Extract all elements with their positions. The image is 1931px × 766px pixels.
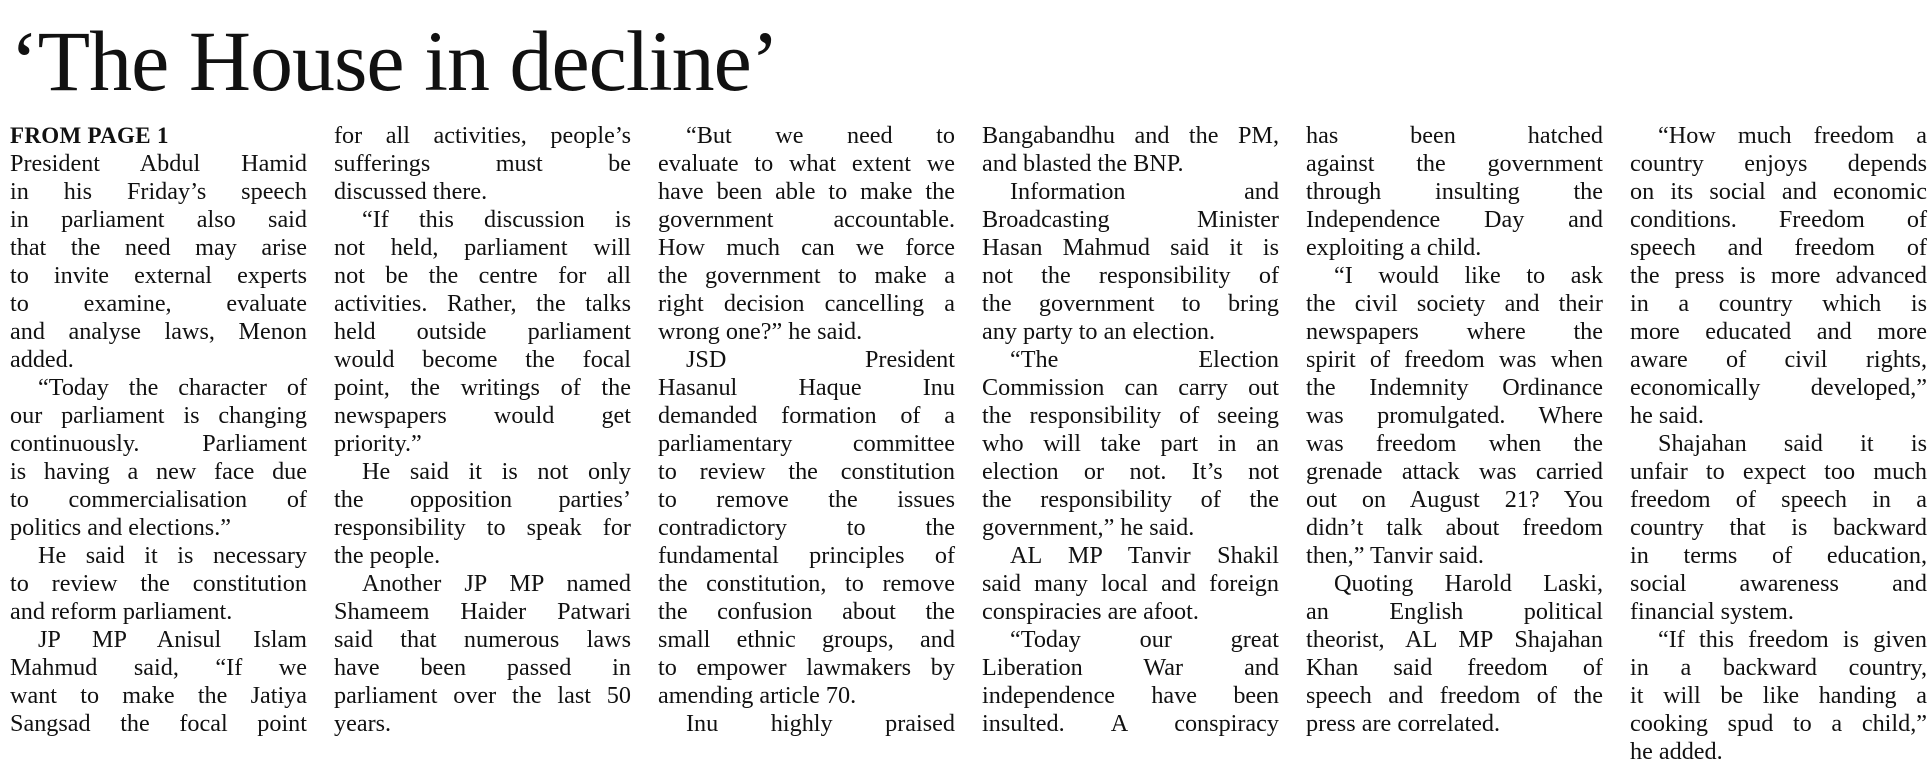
text-line: conspiracies are afoot. [982, 598, 1199, 625]
text-line: Commission can carry out [982, 374, 1279, 401]
text-line: conditions. Freedom of [1630, 206, 1927, 233]
text-line: said many local and foreign [982, 570, 1279, 597]
text-line: any party to an election. [982, 318, 1216, 345]
text-line: Shameem Haider Patwari [334, 598, 631, 625]
text-line: grenade attack was carried [1306, 458, 1603, 485]
text-line: to invite external experts [10, 262, 307, 289]
text-line: was freedom when the [1306, 430, 1603, 457]
text-line: aware of civil rights, [1630, 346, 1927, 373]
text-line: not held, parliament will [334, 234, 631, 261]
text-line: “If this freedom is given [1658, 626, 1927, 653]
text-line: speech and freedom of the [1306, 682, 1603, 709]
text-line: Sangsad the focal point [10, 710, 307, 737]
article-column-2 [334, 122, 631, 738]
text-line: “But we need to [686, 122, 955, 149]
text-line: unfair to expect too much [1630, 458, 1927, 485]
text-line: politics and elections.” [10, 514, 231, 541]
text-line: wrong one?” he said. [658, 318, 863, 345]
text-line: contradictory to the [658, 514, 955, 541]
text-line: Information and [1010, 178, 1279, 205]
text-line: parliament over the last 50 [334, 682, 631, 709]
text-line: “Today our great [1010, 626, 1279, 653]
text-line: more educated and more [1630, 318, 1927, 345]
text-line: speech and freedom of [1630, 234, 1927, 261]
text-line: Broadcasting Minister [982, 206, 1279, 233]
text-line: discussed there. [334, 178, 488, 205]
text-line: election or not. It’s not [982, 458, 1279, 485]
text-line: right decision cancelling a [658, 290, 955, 317]
text-line: government accountable. [658, 206, 955, 233]
text-line: exploiting a child. [1306, 234, 1482, 261]
text-line: How much can we force [658, 234, 955, 261]
text-line: Hasanul Haque Inu [658, 374, 955, 401]
text-line: years. [334, 710, 392, 737]
text-line: press are correlated. [1306, 710, 1501, 737]
text-line: in parliament also said [10, 206, 307, 233]
text-line: “I would like to ask [1334, 262, 1603, 289]
text-line: cooking spud to a child,” [1630, 710, 1927, 737]
text-line: and analyse laws, Menon [10, 318, 307, 345]
text-line: newspapers would get [334, 402, 631, 429]
text-line: the government to bring [982, 290, 1279, 317]
text-line: to remove the issues [658, 486, 955, 513]
text-line: Liberation War and [982, 654, 1279, 681]
text-line: President Abdul Hamid [10, 150, 307, 177]
text-line: JP MP Anisul Islam [38, 626, 307, 653]
article-column-4 [982, 122, 1279, 738]
text-line: JSD President [686, 346, 955, 373]
text-line: and blasted the BNP. [982, 150, 1184, 177]
text-line: point, the writings of the [334, 374, 631, 401]
text-line: “The Election [1010, 346, 1279, 373]
text-line: the civil society and their [1306, 290, 1603, 317]
text-line: newspapers where the [1306, 318, 1603, 345]
text-line: he said. [1630, 402, 1704, 429]
text-line: want to make the Jatiya [10, 682, 307, 709]
text-line: insulted. A conspiracy [982, 710, 1279, 737]
text-line: to review the constitution [658, 458, 955, 485]
text-line: to commercialisation of [10, 486, 307, 513]
text-line: Shajahan said it is [1658, 430, 1927, 457]
text-line: social awareness and [1630, 570, 1927, 597]
text-line: an English political [1306, 598, 1603, 625]
text-line: for all activities, people’s [334, 122, 631, 149]
text-line: in his Friday’s speech [10, 178, 307, 205]
text-line: continuously. Parliament [10, 430, 307, 457]
text-line: country enjoys depends [1630, 150, 1927, 177]
text-line: held outside parliament [334, 318, 631, 345]
text-line: in a country which is [1630, 290, 1927, 317]
text-line: not be the centre for all [334, 262, 631, 289]
text-line: and reform parliament. [10, 598, 233, 625]
text-line: country that is backward [1630, 514, 1927, 541]
text-line: economically developed,” [1630, 374, 1927, 401]
article-body [10, 122, 1927, 765]
text-line: freedom of speech in a [1630, 486, 1927, 513]
article-column-6 [1630, 122, 1927, 766]
text-line: the Indemnity Ordinance [1306, 374, 1603, 401]
text-line: said that numerous laws [334, 626, 631, 653]
text-line: to empower lawmakers by [658, 654, 955, 681]
headline: ‘The House in decline’ [10, 13, 779, 109]
text-line: the government to make a [658, 262, 955, 289]
text-line: He said it is necessary [38, 542, 307, 569]
text-line: AL MP Tanvir Shakil [1010, 542, 1279, 569]
text-line: the constitution, to remove [658, 570, 955, 597]
text-line: then,” Tanvir said. [1306, 542, 1484, 569]
text-line: activities. Rather, the talks [334, 290, 631, 317]
text-line: on its social and economic [1630, 178, 1927, 205]
text-line: the people. [334, 542, 441, 569]
text-line: Independence Day and [1306, 206, 1603, 233]
text-line: Hasan Mahmud said it is [982, 234, 1279, 261]
text-line: to review the constitution [10, 570, 307, 597]
text-line: have been able to make the [658, 178, 955, 205]
text-line: theorist, AL MP Shajahan [1306, 626, 1603, 653]
text-line: demanded formation of a [658, 402, 955, 429]
text-line: evaluate to what extent we [658, 150, 955, 177]
text-line: was promulgated. Where [1306, 402, 1603, 429]
text-line: Another JP MP named [362, 570, 631, 597]
text-line: “How much freedom a [1658, 122, 1927, 149]
text-line: Khan said freedom of [1306, 654, 1603, 681]
article-column-5 [1306, 122, 1603, 738]
text-line: that the need may arise [10, 234, 307, 261]
text-line: spirit of freedom was when [1306, 346, 1603, 373]
text-line: parliamentary committee [658, 430, 955, 457]
article-column-3 [658, 122, 955, 738]
text-line: small ethnic groups, and [658, 626, 955, 653]
text-line: is having a new face due [10, 458, 307, 485]
text-line: has been hatched [1306, 122, 1603, 149]
text-line: Quoting Harold Laski, [1334, 570, 1603, 597]
text-line: amending article 70. [658, 682, 857, 709]
text-line: government,” he said. [982, 514, 1195, 541]
text-line: have been passed in [334, 654, 631, 681]
text-line: “If this discussion is [362, 206, 631, 233]
text-line: “Today the character of [38, 374, 307, 401]
text-line: the press is more advanced [1630, 262, 1927, 289]
text-line: fundamental principles of [658, 542, 955, 569]
text-line: priority.” [334, 430, 422, 457]
text-line: the opposition parties’ [334, 486, 631, 513]
text-line: in terms of education, [1630, 542, 1927, 569]
text-line: it will be like handing a [1630, 682, 1927, 709]
article-column-1 [10, 122, 307, 738]
text-line: the confusion about the [658, 598, 955, 625]
text-line: independence have been [982, 682, 1279, 709]
text-line: He said it is not only [362, 458, 631, 485]
text-line: the responsibility of seeing [982, 402, 1279, 429]
text-line: he added. [1630, 738, 1723, 765]
text-line: to examine, evaluate [10, 290, 307, 317]
text-line: out on August 21? You [1306, 486, 1603, 513]
text-line: not the responsibility of [982, 262, 1279, 289]
text-line: sufferings must be [334, 150, 631, 177]
text-line: who will take part in an [982, 430, 1279, 457]
text-line: would become the focal [334, 346, 631, 373]
text-line: financial system. [1630, 598, 1794, 625]
text-line: through insulting the [1306, 178, 1603, 205]
text-line: the responsibility of the [982, 486, 1279, 513]
text-line: added. [10, 346, 74, 373]
text-line: Mahmud said, “If we [10, 654, 307, 681]
text-line: didn’t talk about freedom [1306, 514, 1603, 541]
text-line: against the government [1306, 150, 1603, 177]
text-line: Bangabandhu and the PM, [982, 122, 1279, 149]
text-line: responsibility to speak for [334, 514, 631, 541]
text-line: our parliament is changing [10, 402, 307, 429]
kicker: FROM PAGE 1 [10, 123, 169, 148]
text-line: in a backward country, [1630, 654, 1927, 681]
text-line: Inu highly praised [686, 710, 955, 737]
